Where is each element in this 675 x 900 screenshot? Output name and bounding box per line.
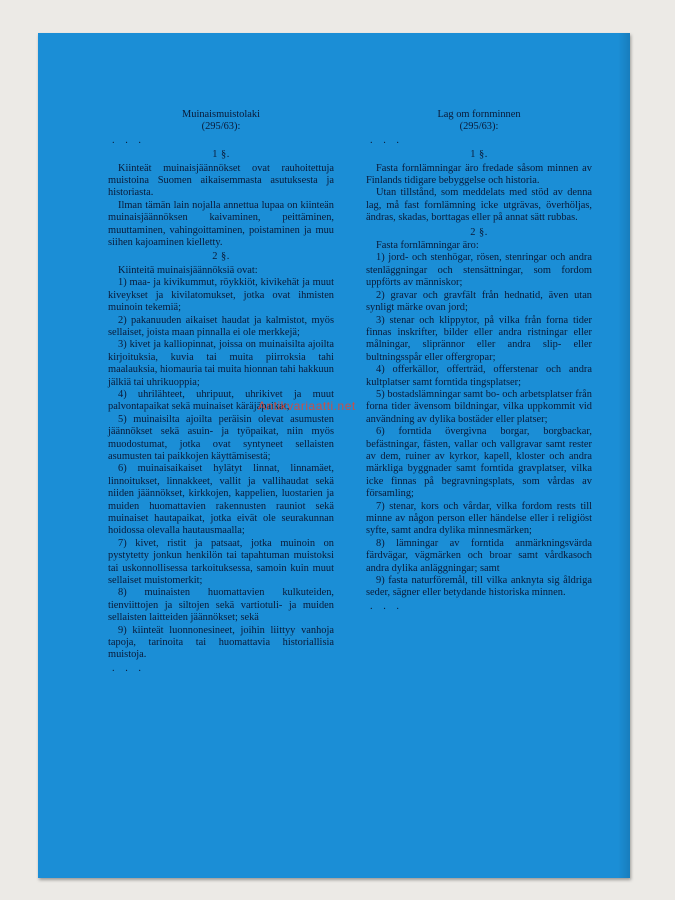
list-item: 5) muinaisilta ajoilta peräisin olevat asumusten jäännökset sekä asuin- ja työpaikat, niin myös muodostumat, jotka ovat syntyneet sellaisten asumusten tai paikkojen käyttämisestä; [108, 413, 334, 462]
section-2-heading: 2 §. [470, 226, 488, 238]
ellipsis-bottom: . . . [370, 600, 403, 612]
section-1-heading: 1 §. [212, 149, 230, 161]
list-item: 4) uhrilähteet, uhripuut, uhrikivet ja muut palvontapaikat sekä muinaiset käräjäpaikat; [108, 388, 334, 413]
list-item: 4) offerkällor, offerträd, offerstenar och andra kultplatser samt forntida tingsplatser; [366, 364, 592, 388]
section-2-heading: 2 §. [212, 251, 230, 263]
list-item: 7) kivet, ristit ja patsaat, jotka muinoin on pystytetty jonkun henkilön tai tapahtuman muistoksi tai uskonnollisessa tarkoituksessa, samoin kuin muut sellaiset muistomerkit; [108, 537, 334, 587]
list-item: 9) kiinteät luonnonesineet, joihin liittyy vanhoja tapoja, tarinoita tai huomattavia historiallisia muistoja. [108, 624, 334, 661]
list-item: 3) stenar och klippytor, på vilka från forna tider finnas inskrifter, bilder eller andra ristningar eller målningar, sliprännor eller andra slip- eller bultningsspår eller offergropar; [366, 314, 592, 363]
list-item: 2) gravar och gravfält från hednatid, även utan synligt märke ovan jord; [366, 289, 592, 314]
list-item: 6) forntida övergivna borgar, borgbackar, befästningar, fästen, vallar och vallgravar samt rester av dem, ruiner av kyrkor, kapell, kloster och andra märkliga byggnader samt forntida gravplatser, vilka icke finnas på begravningsplats, som vårdas av församling; [366, 426, 592, 500]
list-item: 9) fasta naturföremål, till vilka anknyta sig åldriga seder, sägner eller betydande historiska minnen. [366, 575, 592, 599]
paragraph: Ilman tämän lain nojalla annettua lupaa on kiinteän muinaisjäännöksen kaivaminen, peittäminen, muuttaminen, vahingoittaminen, poistaminen ja muu siihen kajoaminen kielletty. [108, 199, 334, 249]
finnish-column [108, 109, 334, 675]
ellipsis-bottom: . . . [112, 662, 145, 674]
paragraph: Fasta fornlämningar äro: [376, 240, 479, 252]
ellipsis-top: . . . [370, 134, 403, 146]
ellipsis-top: . . . [112, 134, 145, 146]
paragraph: Fasta fornlämningar äro fredade såsom minnen av Finlands tidigare bebyggelse och historia. [366, 162, 592, 187]
paragraph: Utan tillstånd, som meddelats med stöd av denna lag, må fast fornlämning icke utgrävas, överhöljas, ändras, skadas, borttagas eller på annat sätt rubbas. [366, 187, 592, 224]
page-fold-shadow [618, 33, 630, 878]
booklet-page [38, 33, 630, 878]
finnish-law-title: Muinaismuistolaki [182, 109, 260, 120]
list-item: 5) bostadslämningar samt bo- och arbetsplatser från forna tider ävensom bildningar, vilka uppkommit vid användning av dylika bostäder eller platser; [366, 388, 592, 425]
paragraph: Kiinteitä muinaisjäännöksiä ovat: [118, 264, 258, 276]
list-item: 1) maa- ja kivikummut, röykkiöt, kivikehät ja muut kiveykset ja kivilatomukset, jotka ovat ihmisten muinoin tekemiä; [108, 277, 334, 314]
swedish-law-number: (295/63): [459, 121, 499, 133]
section-1-heading: 1 §. [470, 149, 488, 161]
list-item: 8) lämningar av forntida anmärkningsvärda färdvägar, vägmärken och broar samt vårdkasoch andra dylika anläggningar; samt [366, 537, 592, 574]
list-item: 1) jord- och stenhögar, rösen, stenringar och andra stenläggningar och stensättningar, som fordom uppförts av människor; [366, 252, 592, 289]
swedish-column [366, 109, 592, 613]
paragraph: Kiinteät muinaisjäännökset ovat rauhoitettuja muistoina Suomen aikaisemmasta asutuksesta ja historiasta. [108, 162, 334, 199]
list-item: 2) pakanuuden aikaiset haudat ja kalmistot, myös sellaiset, joista maan pinnalla ei ole merkkejä; [108, 314, 334, 338]
list-item: 6) muinaisaikaiset hylätyt linnat, linnamäet, linnoitukset, linnakkeet, vallit ja vallihaudat sekä niiden jäännökset, kirkkojen, kappelien, luostarien ja muiden huomattavien rakennusten rauniot sekä muinaiset hautapaikat, jotka eivät ole seurakunnan hoidossa olevalla hautausmaalla; [108, 463, 334, 537]
swedish-law-title: Lag om fornminnen [437, 109, 521, 120]
list-item: 3) kivet ja kalliopinnat, joissa on muinaisilta ajoilta kirjoituksia, kuvia tai muita piirroksia tahi maalauksia, hiomauria tai muita hionnan tahi hakkuun jälkiä tai uhrikuoppia; [108, 339, 334, 388]
list-item: 8) muinaisten huomattavien kulkuteiden, tienviittojen ja siltojen sekä vartiotuli- ja muiden sellaisten laitteiden jäännökset; sekä [108, 587, 334, 624]
finnish-law-number: (295/63): [201, 121, 241, 133]
list-item: 7) stenar, kors och vårdar, vilka fordom rests till minne av någon person eller händelse eller i religiöst syfte, samt andra dylika minnesmärken; [366, 500, 592, 537]
watermark-text: Antikvariaatti.net [258, 399, 356, 413]
